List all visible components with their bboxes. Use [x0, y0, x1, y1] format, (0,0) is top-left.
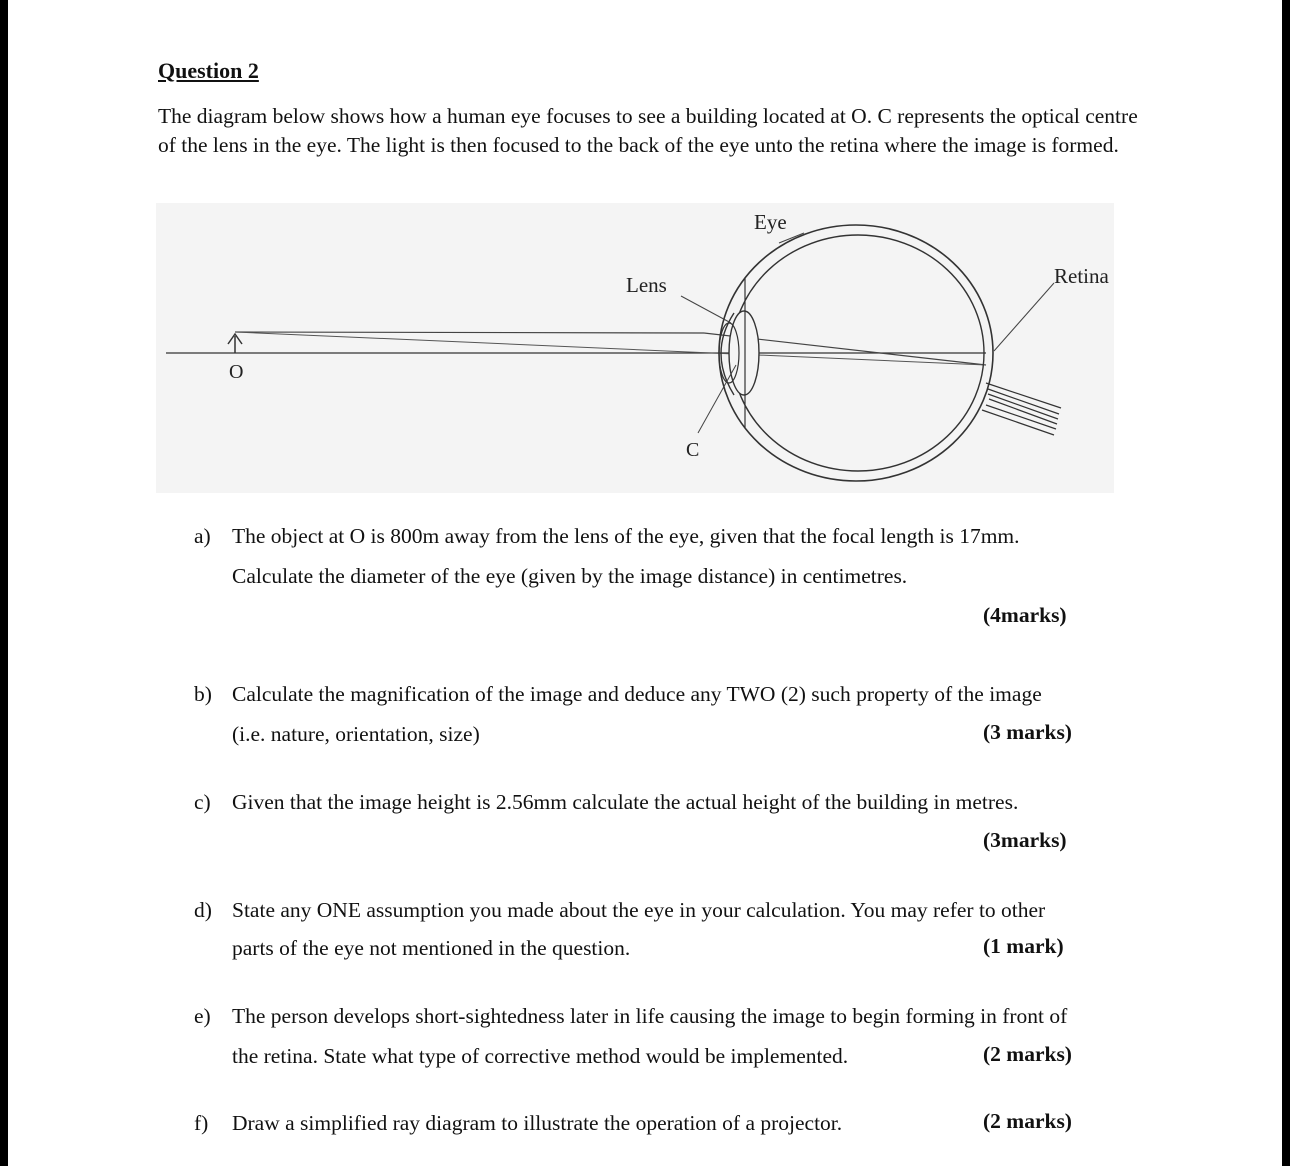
part-a-letter: a) [194, 524, 211, 548]
label-centre: C [686, 439, 700, 461]
part-f-marks: (2 marks) [983, 1109, 1072, 1133]
part-b-line-2: (i.e. nature, orientation, size) [232, 722, 480, 746]
part-b-marks: (3 marks) [983, 720, 1072, 744]
label-object: O [229, 361, 244, 383]
label-lens: Lens [626, 273, 667, 297]
part-d-line-1: State any ONE assumption you made about the eye in your calculation. You may refer to other [232, 898, 1046, 922]
part-e-letter: e) [194, 1004, 211, 1028]
eye-diagram-svg [156, 203, 1114, 493]
label-retina: Retina [1054, 264, 1109, 288]
part-d-line-2: parts of the eye not mentioned in the question. [232, 936, 631, 960]
part-b-letter: b) [194, 682, 212, 706]
part-e-line-1: The person develops short-sightedness later in life causing the image to begin forming in front of [232, 1004, 1068, 1028]
label-eye: Eye [754, 210, 787, 234]
part-c-line-1: Given that the image height is 2.56mm calculate the actual height of the building in metres. [232, 790, 1019, 814]
part-d-marks: (1 mark) [983, 934, 1064, 958]
question-intro: The diagram below shows how a human eye focuses to see a building located at O. C represents the optical centre of the lens in the eye. The light is then focused to the back of the eye unto the retina where the image is formed. [158, 104, 1138, 157]
part-b-line-1: Calculate the magnification of the image and deduce any TWO (2) such property of the image [232, 682, 1042, 706]
diagram-background [156, 203, 1114, 493]
part-e-line-2: the retina. State what type of corrective method would be implemented. [232, 1044, 849, 1068]
part-d-letter: d) [194, 898, 212, 922]
part-a-line-2: Calculate the diameter of the eye (given by the image distance) in centimetres. [232, 564, 908, 588]
part-f-line-1: Draw a simplified ray diagram to illustrate the operation of a projector. [232, 1111, 843, 1135]
question-title: Question 2 [158, 58, 259, 83]
eye-diagram [156, 203, 1114, 493]
document-page [8, 0, 1282, 1166]
part-c-marks: (3marks) [983, 828, 1067, 852]
part-a-line-1: The object at O is 800m away from the lens of the eye, given that the focal length is 17mm. [232, 524, 1020, 548]
part-c-letter: c) [194, 790, 211, 814]
part-e-marks: (2 marks) [983, 1042, 1072, 1066]
part-a-marks: (4marks) [983, 603, 1067, 627]
part-f-letter: f) [194, 1111, 209, 1135]
eye-lens [729, 311, 759, 395]
